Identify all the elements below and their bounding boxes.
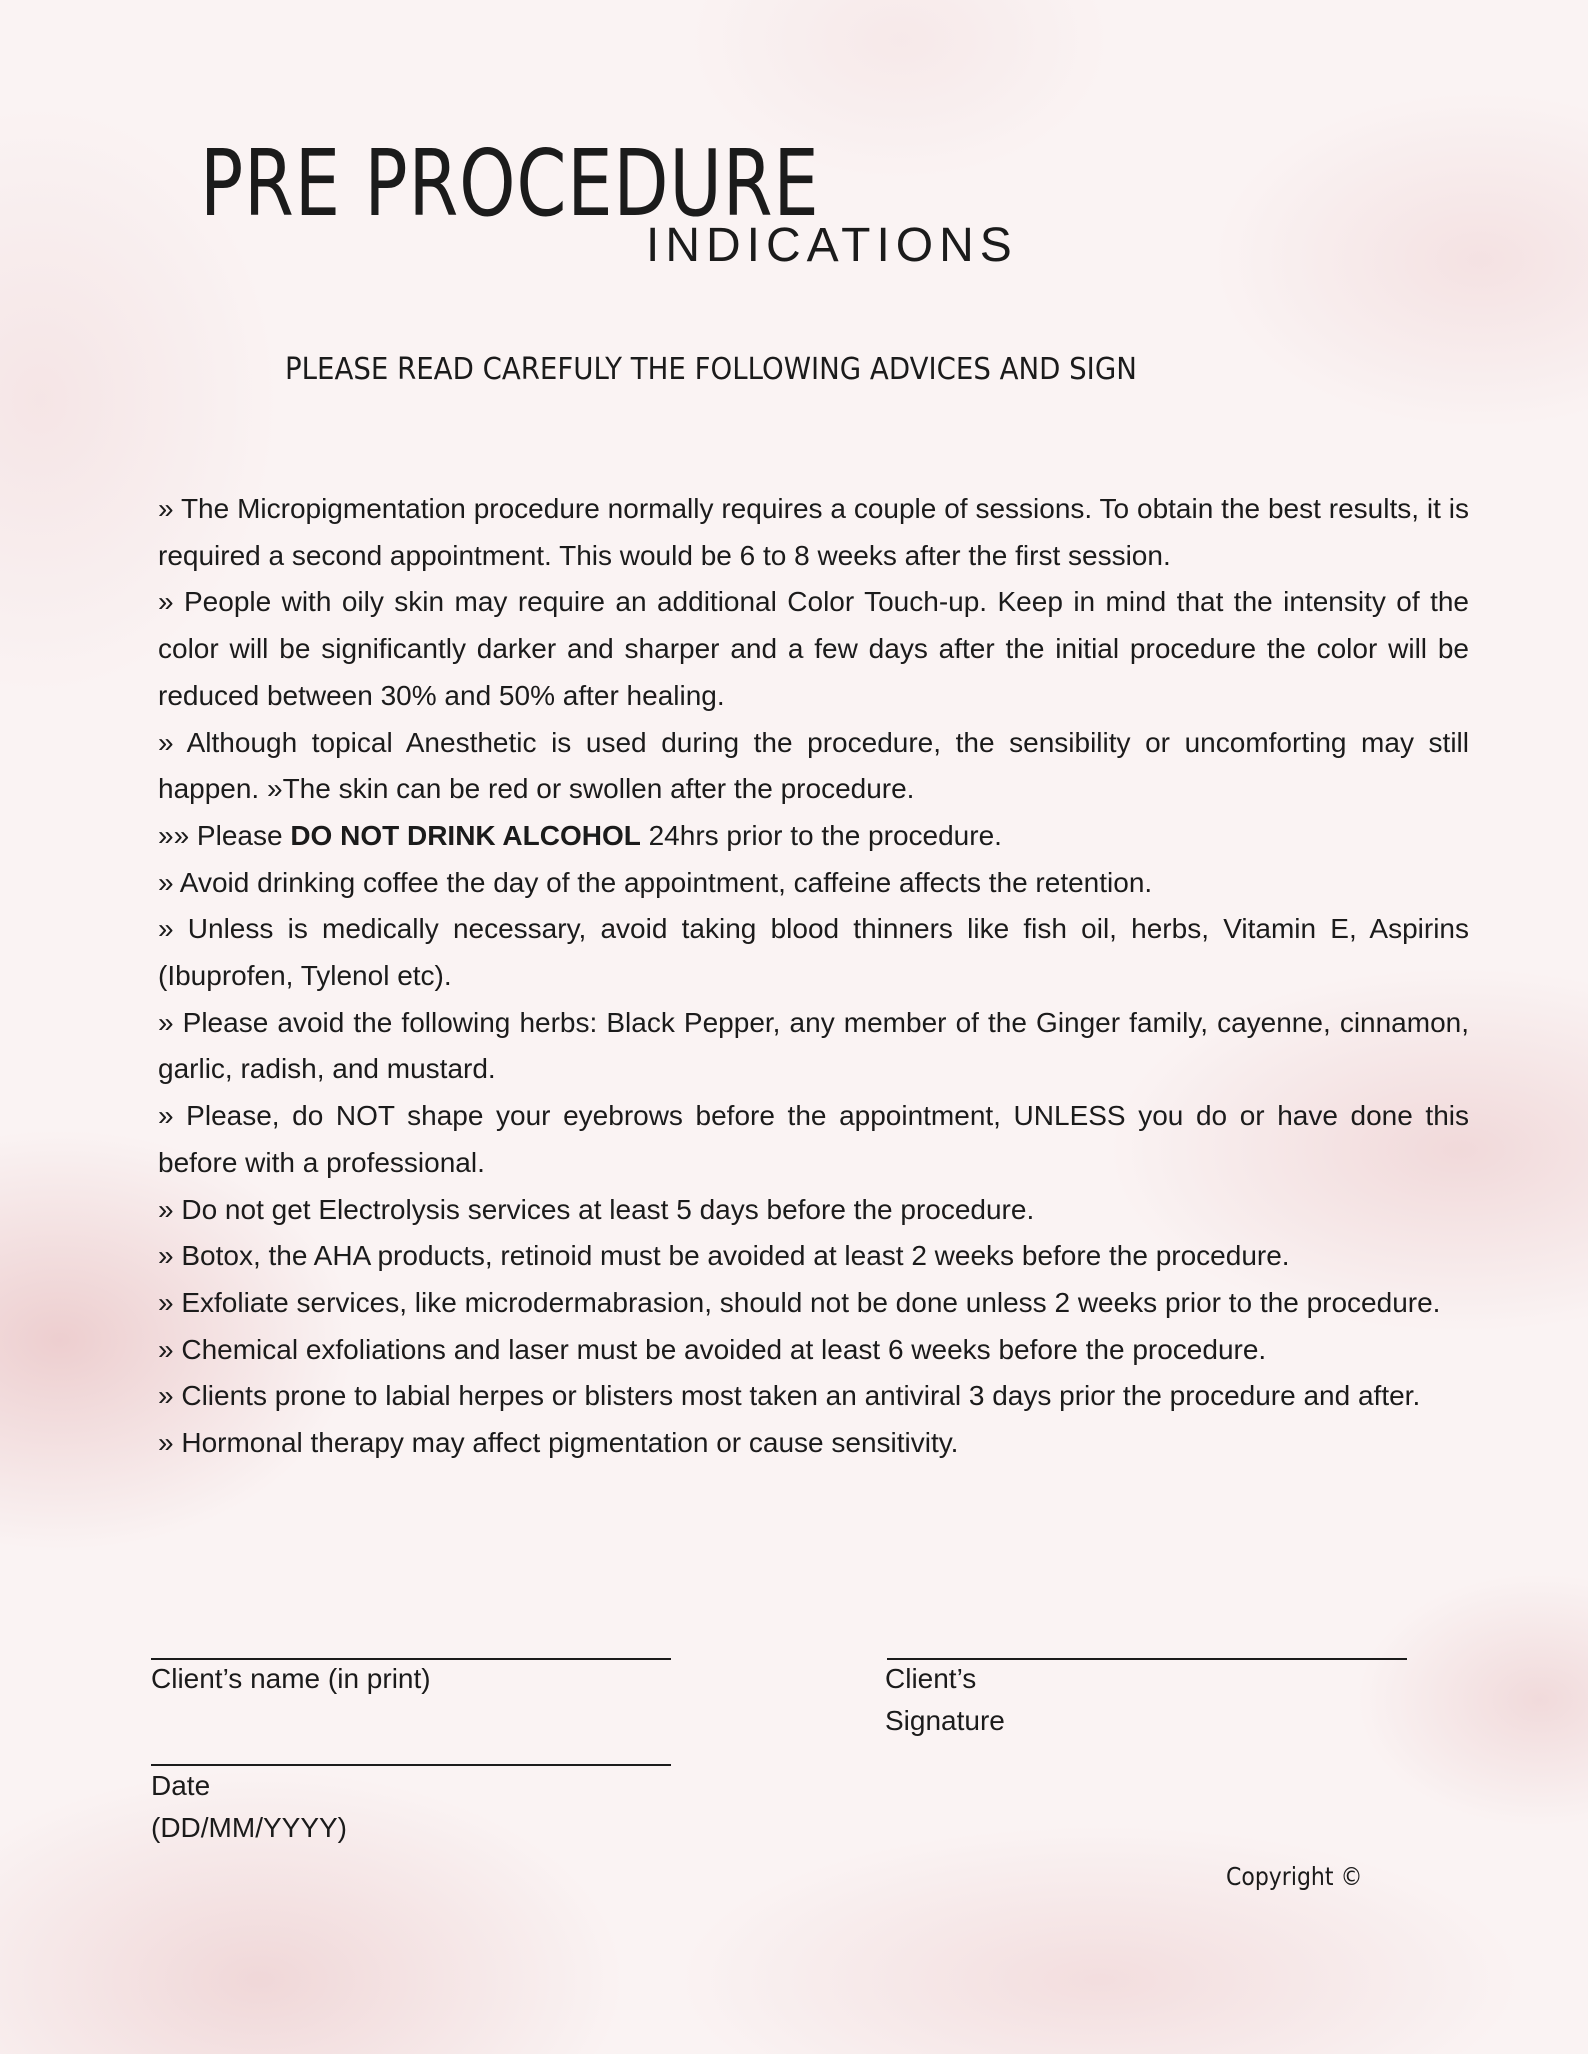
signature-label-line2: Signature bbox=[885, 1705, 1005, 1736]
advice-item: » Please, do NOT shape your eyebrows before the appointment, UNLESS you do or have done this before with a professional. bbox=[158, 1100, 1469, 1178]
date-label bbox=[151, 1765, 347, 1849]
advice-item: » Do not get Electrolysis services at least 5 days before the procedure. bbox=[158, 1193, 1035, 1225]
page-title: PRE PROCEDURE bbox=[200, 130, 820, 237]
advice-item: » Although topical Anesthetic is used during the procedure, the sensibility or uncomforting may still happen. »The skin can be red or swollen after the procedure. bbox=[158, 726, 1469, 805]
advice-item: » Exfoliate services, like microdermabrasion, should not be done unless 2 weeks prior to the procedure. bbox=[158, 1286, 1441, 1318]
advice-item: » Please avoid the following herbs: Black Pepper, any member of the Ginger family, cayenne, cinnamon, garlic, radish, and mustard. bbox=[158, 1006, 1469, 1085]
alcohol-warning: DO NOT DRINK ALCOHOL bbox=[290, 819, 641, 851]
advice-item: » The Micropigmentation procedure normally requires a couple of sessions. To obtain the best results, it is required a second appointment. This would be 6 to 8 weeks after the first session. bbox=[158, 493, 1469, 571]
client-name-label: Client’s name (in print) bbox=[151, 1663, 431, 1694]
advice-text-suffix: 24hrs prior to the procedure. bbox=[640, 819, 1002, 851]
client-signature-label bbox=[885, 1658, 1005, 1742]
advice-text-prefix: »» Please bbox=[158, 819, 291, 851]
page-subtitle: INDICATIONS bbox=[646, 219, 1018, 272]
advice-item: » Unless is medically necessary, avoid taking blood thinners like fish oil, herbs, Vitamin E, Aspirins (Ibuprofen, Tylenol etc). bbox=[158, 913, 1469, 992]
copyright-notice: Copyright © bbox=[1226, 1862, 1363, 1891]
instruction-heading: PLEASE READ CAREFULY THE FOLLOWING ADVICES AND SIGN bbox=[285, 352, 1137, 387]
advice-item-alcohol bbox=[158, 813, 1469, 860]
advice-item: » Botox, the AHA products, retinoid must be avoided at least 2 weeks before the procedure. bbox=[158, 1240, 1290, 1272]
date-label-line2: (DD/MM/YYYY) bbox=[151, 1812, 347, 1843]
advice-item: » Chemical exfoliations and laser must be avoided at least 6 weeks before the procedure. bbox=[158, 1333, 1267, 1365]
advice-item: » People with oily skin may require an additional Color Touch-up. Keep in mind that the intensity of the color will be significantly darker and sharper and a few days after the initial procedure the color will be reduced between 30% and 50% after healing. bbox=[158, 586, 1469, 711]
advice-item: » Clients prone to labial herpes or blisters most taken an antiviral 3 days prior the procedure and after. bbox=[158, 1380, 1421, 1412]
advice-item: » Hormonal therapy may affect pigmentation or cause sensitivity. bbox=[158, 1427, 959, 1459]
advice-item: » Avoid drinking coffee the day of the appointment, caffeine affects the retention. bbox=[158, 866, 1153, 898]
advice-list bbox=[158, 486, 1469, 1467]
signature-label-line1: Client’s bbox=[885, 1663, 977, 1694]
date-label-line1: Date bbox=[151, 1770, 211, 1801]
